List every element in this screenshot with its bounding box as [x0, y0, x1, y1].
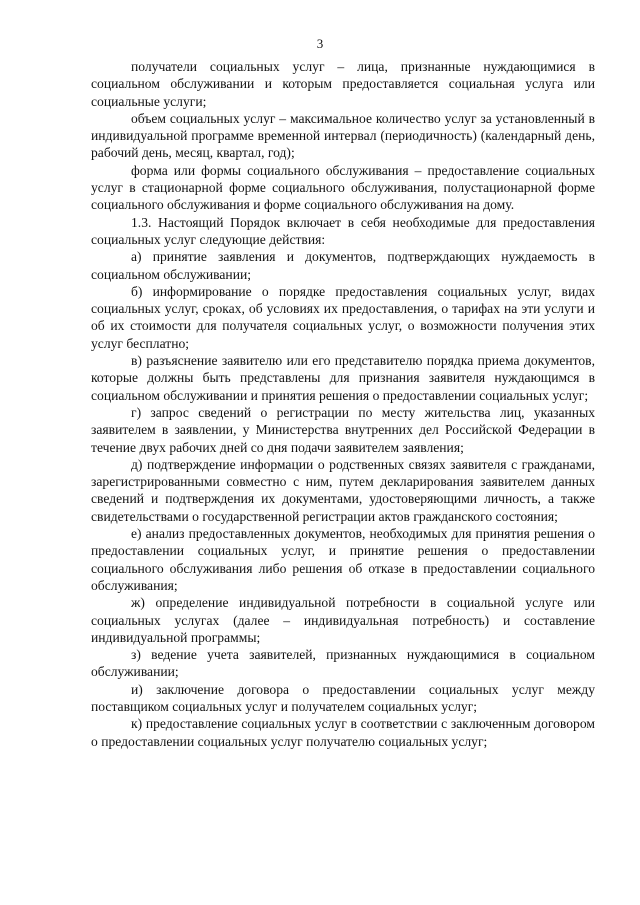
paragraph-definition-recipients: получатели социальных услуг – лица, признанные нуждающимися в социальном обслуживании и которым предоставляется социальная услуга или социальные услуги;: [91, 59, 595, 109]
paragraph-section-1-3: 1.3. Настоящий Порядок включает в себя необходимые для предоставления социальных услуг следующие действия:: [91, 214, 595, 247]
list-item-b: б) информирование о порядке предоставления социальных услуг, видах социальных услуг, сроках, об условиях их предоставления, о тарифах на эти услуги и об их стоимости для получателя социальных услуг, о возможности получения этих услуг бесплатно;: [91, 283, 595, 351]
list-item-g: г) запрос сведений о регистрации по месту жительства лиц, указанных заявителем в заявлении, у Министерства внутренних дел Российской Федерации в течение двух рабочих дней со дня подачи заявителем заявления;: [91, 404, 595, 455]
list-item-v: в) разъяснение заявителю или его представителю порядка приема документов, которые должны быть представлены для признания заявителя нуждающимся в социальном обслуживании и принятия решения о предоставлении социальных услуг;: [91, 353, 595, 403]
list-item-k: к) предоставление социальных услуг в соответствии с заключенным договором о предоставлении социальных услуг получателю социальных услуг;: [91, 716, 595, 749]
list-item-d: д) подтверждение информации о родственных связях заявителя с гражданами, зарегистрированными совместно с ним, путем декларирования заявителем данных сведений и подтверждения их документами, удостоверяющими личность, а также свидетельствами о государственной регистрации актов гражданского состояния;: [91, 456, 595, 524]
paragraph-definition-forms: форма или формы социального обслуживания – предоставление социальных услуг в стационарной форме социального обслуживания, полустационарной форме социального обслуживания и форме социального обслуживания на дому.: [91, 162, 595, 213]
list-item-i: и) заключение договора о предоставлении социальных услуг между поставщиком социальных услуг и получателем социальных услуг;: [91, 681, 595, 714]
page-number: 3: [316, 36, 324, 51]
list-item-z: з) ведение учета заявителей, признанных нуждающимися в социальном обслуживании;: [91, 647, 595, 680]
document-body: [91, 58, 595, 750]
list-item-e: е) анализ предоставленных документов, необходимых для принятия решения о предоставлении социальных услуг, и принятие решения о предоставлении социального обслуживания либо решения об отказе в предоставлении социального обслуживания;: [91, 526, 595, 593]
paragraph-definition-volume: объем социальных услуг – максимальное количество услуг за установленный в индивидуальной программе временной интервал (периодичность) (календарный день, рабочий день, месяц, квартал, год);: [91, 110, 595, 161]
list-item-a: а) принятие заявления и документов, подтверждающих нуждаемость в социальном обслуживании;: [91, 249, 595, 282]
list-item-zh: ж) определение индивидуальной потребности в социальной услуге или социальных услугах (далее – индивидуальная потребность) и составление индивидуальной программы;: [91, 595, 595, 645]
